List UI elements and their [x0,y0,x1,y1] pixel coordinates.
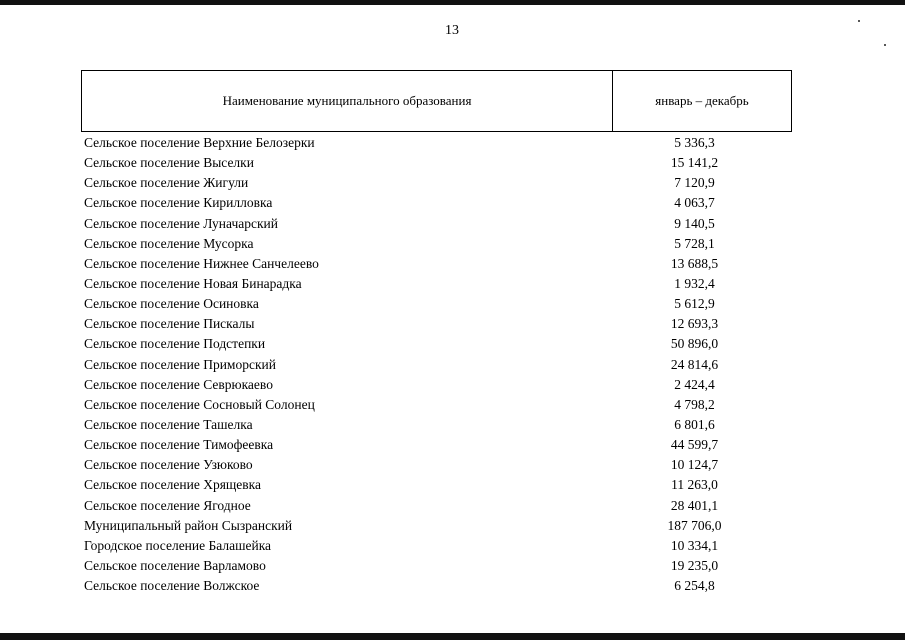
table-row [84,536,792,556]
amount-value: 19 235,0 [670,558,719,574]
municipality-name: Муниципальный район Сызранский [84,517,293,533]
table-row [84,254,792,274]
amount-value: 5 728,1 [674,235,715,251]
municipality-name: Сельское поселение Севрюкаево [84,376,273,392]
table-row [84,455,792,475]
table-row [84,516,792,536]
table-row [84,415,792,435]
table-header [81,70,792,132]
municipality-name: Сельское поселение Варламово [84,558,266,574]
amount-value: 9 140,5 [674,215,715,231]
table-row [84,234,792,254]
table-row [84,173,792,193]
table-row [84,294,792,314]
table-body [84,133,792,596]
municipality-name: Сельское поселение Тимофеевка [84,437,274,453]
municipality-name: Сельское поселение Осиновка [84,296,259,312]
municipality-name: Сельское поселение Жигули [84,175,249,191]
amount-value: 28 401,1 [670,497,719,513]
table-row [84,375,792,395]
amount-value: 50 896,0 [670,336,719,352]
amount-value: 10 334,1 [670,537,719,553]
table-row [84,153,792,173]
municipality-name: Сельское поселение Верхние Белозерки [84,135,315,151]
amount-value: 10 124,7 [670,457,719,473]
amount-value: 4 798,2 [674,396,715,412]
table-row [84,475,792,495]
table-row [84,556,792,576]
municipality-name: Сельское поселение Выселки [84,155,254,171]
page-number: 13 [445,23,459,38]
amount-value: 15 141,2 [670,155,719,171]
table-row [84,435,792,455]
table-row [84,214,792,234]
scan-speck [884,44,886,46]
table-row [84,133,792,153]
header-period-column: январь – декабрь [655,93,749,108]
table-row [84,314,792,334]
amount-value: 12 693,3 [670,316,719,332]
amount-value: 2 424,4 [674,376,715,392]
amount-value: 24 814,6 [670,356,719,372]
municipality-name: Сельское поселение Новая Бинарадка [84,276,302,292]
table-row [84,334,792,354]
municipality-name: Сельское поселение Мусорка [84,235,254,251]
municipality-name: Сельское поселение Луначарский [84,215,278,231]
amount-value: 4 063,7 [674,195,715,211]
amount-value: 11 263,0 [671,477,718,493]
municipality-name: Сельское поселение Сосновый Солонец [84,396,315,412]
municipality-name: Сельское поселение Волжское [84,578,260,594]
municipality-name: Городское поселение Балашейка [84,537,272,553]
table-row [84,355,792,375]
municipality-name: Сельское поселение Кирилловка [84,195,273,211]
table-row [84,274,792,294]
amount-value: 187 706,0 [667,517,722,533]
municipality-name: Сельское поселение Нижнее Санчелеево [84,255,319,271]
header-name-column: Наименование муниципального образования [82,71,613,131]
scan-speck [858,20,860,22]
amount-value: 7 120,9 [674,175,715,191]
table-row [84,576,792,596]
amount-value: 44 599,7 [670,437,719,453]
municipality-name: Сельское поселение Ташелка [84,417,253,433]
amount-value: 13 688,5 [670,255,719,271]
scan-border-top [0,0,905,5]
amount-value: 5 612,9 [674,296,715,312]
amount-value: 6 254,8 [674,578,715,594]
municipality-name: Сельское поселение Приморский [84,356,276,372]
amount-value: 6 801,6 [674,417,715,433]
municipality-name: Сельское поселение Пискалы [84,316,255,332]
amount-value: 5 336,3 [674,135,715,151]
table-row [84,496,792,516]
municipality-name: Сельское поселение Хрящевка [84,477,262,493]
municipality-name: Сельское поселение Узюково [84,457,253,473]
amount-value: 1 932,4 [674,276,715,292]
municipality-name: Сельское поселение Подстепки [84,336,266,352]
municipality-name: Сельское поселение Ягодное [84,497,251,513]
scan-border-bottom [0,633,905,640]
table-row [84,193,792,213]
table-row [84,395,792,415]
